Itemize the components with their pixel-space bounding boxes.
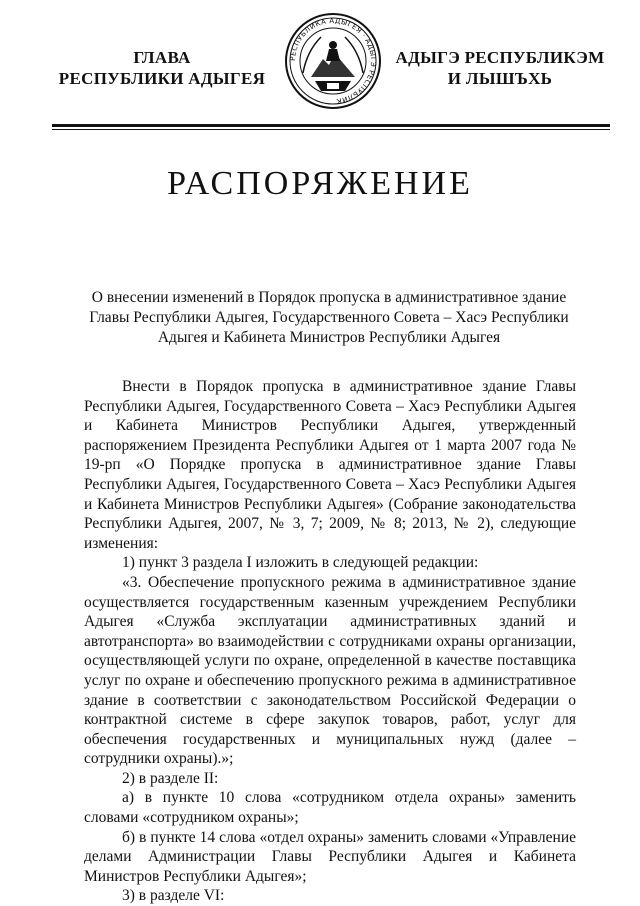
- header-divider-thick: [52, 124, 610, 127]
- body-paragraph: б) в пункте 14 слова «отдел охраны» заменить словами «Управление делами Администрации Главы Республики Адыгея и Кабинета Министров Республики Адыгея»;: [84, 828, 576, 885]
- body-paragraph: 3) в разделе VI:: [122, 887, 225, 905]
- emblem-ring-text: РЕСПУБЛИКА АДЫГЕЯ · АДЫГЭ РЕСПУБЛИК: [288, 16, 378, 105]
- subject-line: Адыгея и Кабинета Министров Республики Адыгея: [157, 329, 501, 346]
- header-left-line2: РЕСПУБЛИКИ АДЫГЕЯ: [58, 69, 266, 88]
- header-left-authority: [52, 47, 272, 89]
- body-paragraph: «3. Обеспечение пропускного режима в административное здание осуществляется государственным казенным учреждением Республики Адыгея «Служба эксплуатации административных зданий и автотранспорта» во взаимодействии с сотрудниками охраны организации, осуществляющей услуги по охране, определенной в качестве поставщика услуг по охране и обеспечению пропускного режима в административное здание в соответствии с законодательством Российской Федерации о контрактной системе в сфере закупок товаров, работ, услуг для обеспечения государственных и муниципальных нужд (далее – сотрудники охраны).»;: [84, 573, 576, 768]
- document-body: [84, 377, 576, 906]
- subject-line: Главы Республики Адыгея, Государственного Совета – Хасэ Республики: [89, 309, 569, 326]
- header-right-line2: И ЛЫШЪХЬ: [447, 69, 553, 88]
- document-title: РАСПОРЯЖЕНИЕ: [167, 165, 473, 202]
- body-paragraph: 1) пункт 3 раздела I изложить в следующей редакции:: [122, 554, 479, 572]
- document-subject: [84, 288, 574, 348]
- header-divider-thin: [52, 129, 610, 130]
- header-right-line1: АДЫГЭ РЕСПУБЛИКЭМ: [395, 48, 605, 67]
- body-paragraph: 2) в разделе II:: [122, 769, 219, 787]
- body-paragraph: Внести в Порядок пропуска в административное здание Главы Республики Адыгея, Государственного Совета – Хасэ Республики Адыгея и Кабинета Министров Республики Адыгея, утвержденный распоряжением Президента Республики Адыгея от 1 марта 2007 года № 19-рп «О Порядке пропуска в административное здание Главы Республики Адыгея, Государственного Совета – Хасэ Республики Адыгея и Кабинета Министров Республики Адыгея» (Собрание законодательства Республики Адыгея, 2007, № 3, 7; 2009, № 8; 2013, № 2), следующие изменения:: [84, 378, 576, 552]
- header-right-authority: [390, 47, 610, 89]
- body-paragraph: а) в пункте 10 слова «сотрудником отдела охраны» заменить словами «сотрудником охраны»;: [84, 789, 576, 827]
- header-left-line1: ГЛАВА: [133, 48, 191, 67]
- coat-of-arms-icon: [283, 11, 383, 111]
- subject-line: О внесении изменений в Порядок пропуска в административное здание: [91, 289, 567, 306]
